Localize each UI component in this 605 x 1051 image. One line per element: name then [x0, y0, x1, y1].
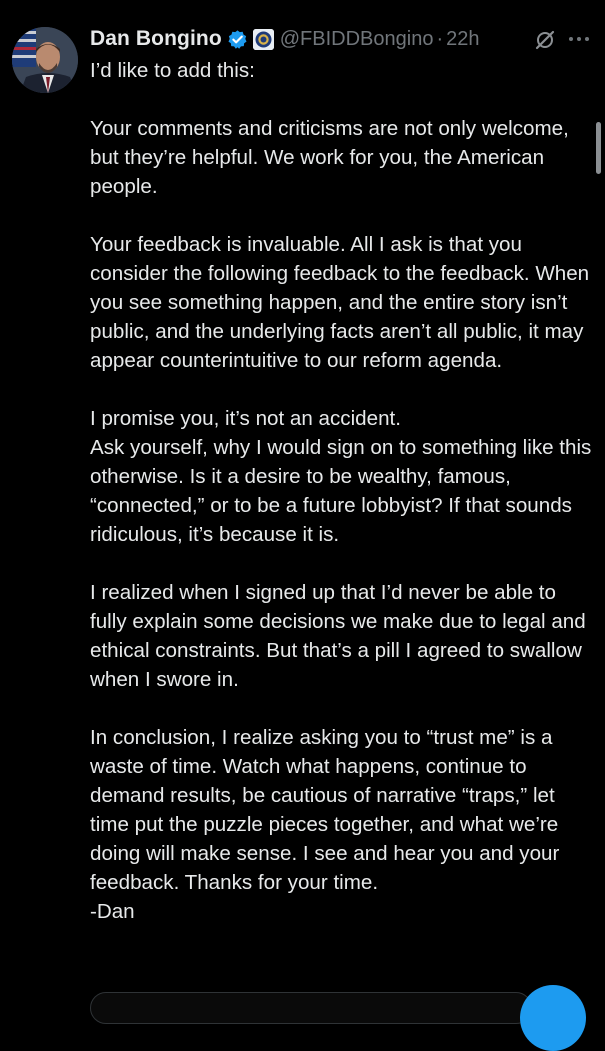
avatar-photo-icon [12, 27, 78, 93]
fbi-seal-icon[interactable] [253, 29, 274, 50]
scrollbar[interactable] [596, 122, 601, 174]
tweet-paragraph: I realized when I signed up that I’d never be able to fully explain some decisions we make due to legal and ethical constraints. But that’s a pill I agreed to swallow when I swore in. [90, 581, 586, 691]
separator-dot: · [436, 27, 444, 50]
tweet-paragraph: Your comments and criticisms are not only welcome, but they’re helpful. We work for you, the American people. [90, 117, 569, 198]
tweet-header [90, 24, 600, 54]
tweet-paragraph: I’d like to add this: [90, 59, 255, 82]
tweet-text [90, 56, 596, 926]
tweet-paragraph: In conclusion, I realize asking you to “trust me” is a waste of time. Watch what happens, continue to demand results, be cautious of narrative “traps,” let time put the puzzle pieces together, and what we’re doing will make sense. I see and hear you and your feedback. Thanks for your time. -Dan [90, 726, 560, 923]
avatar[interactable] [12, 27, 78, 93]
author-name[interactable]: Dan Bongino [90, 27, 222, 50]
tweet-paragraph: Your feedback is invaluable. All I ask is that you consider the following feedback to the feedback. When you see something happen, and the entire story isn’t public, and the underlying facts aren’t all public, it may appear counterintuitive to our reform agenda. [90, 233, 590, 372]
reply-bar[interactable] [90, 992, 532, 1024]
verified-badge-icon [227, 29, 248, 50]
author-handle[interactable]: @FBIDDBongino [279, 27, 434, 50]
more-options-icon[interactable] [566, 28, 592, 50]
post-time[interactable]: 22h [446, 27, 480, 50]
grok-icon[interactable] [534, 29, 556, 51]
tweet-paragraph: I promise you, it’s not an accident. Ask yourself, why I would sign on to something like this otherwise. Is it a desire to be wealthy, famous, “connected,” or to be a future lobbyist? If that sounds ridiculous, it’s because it is. [90, 407, 592, 546]
compose-button[interactable] [520, 985, 586, 1051]
